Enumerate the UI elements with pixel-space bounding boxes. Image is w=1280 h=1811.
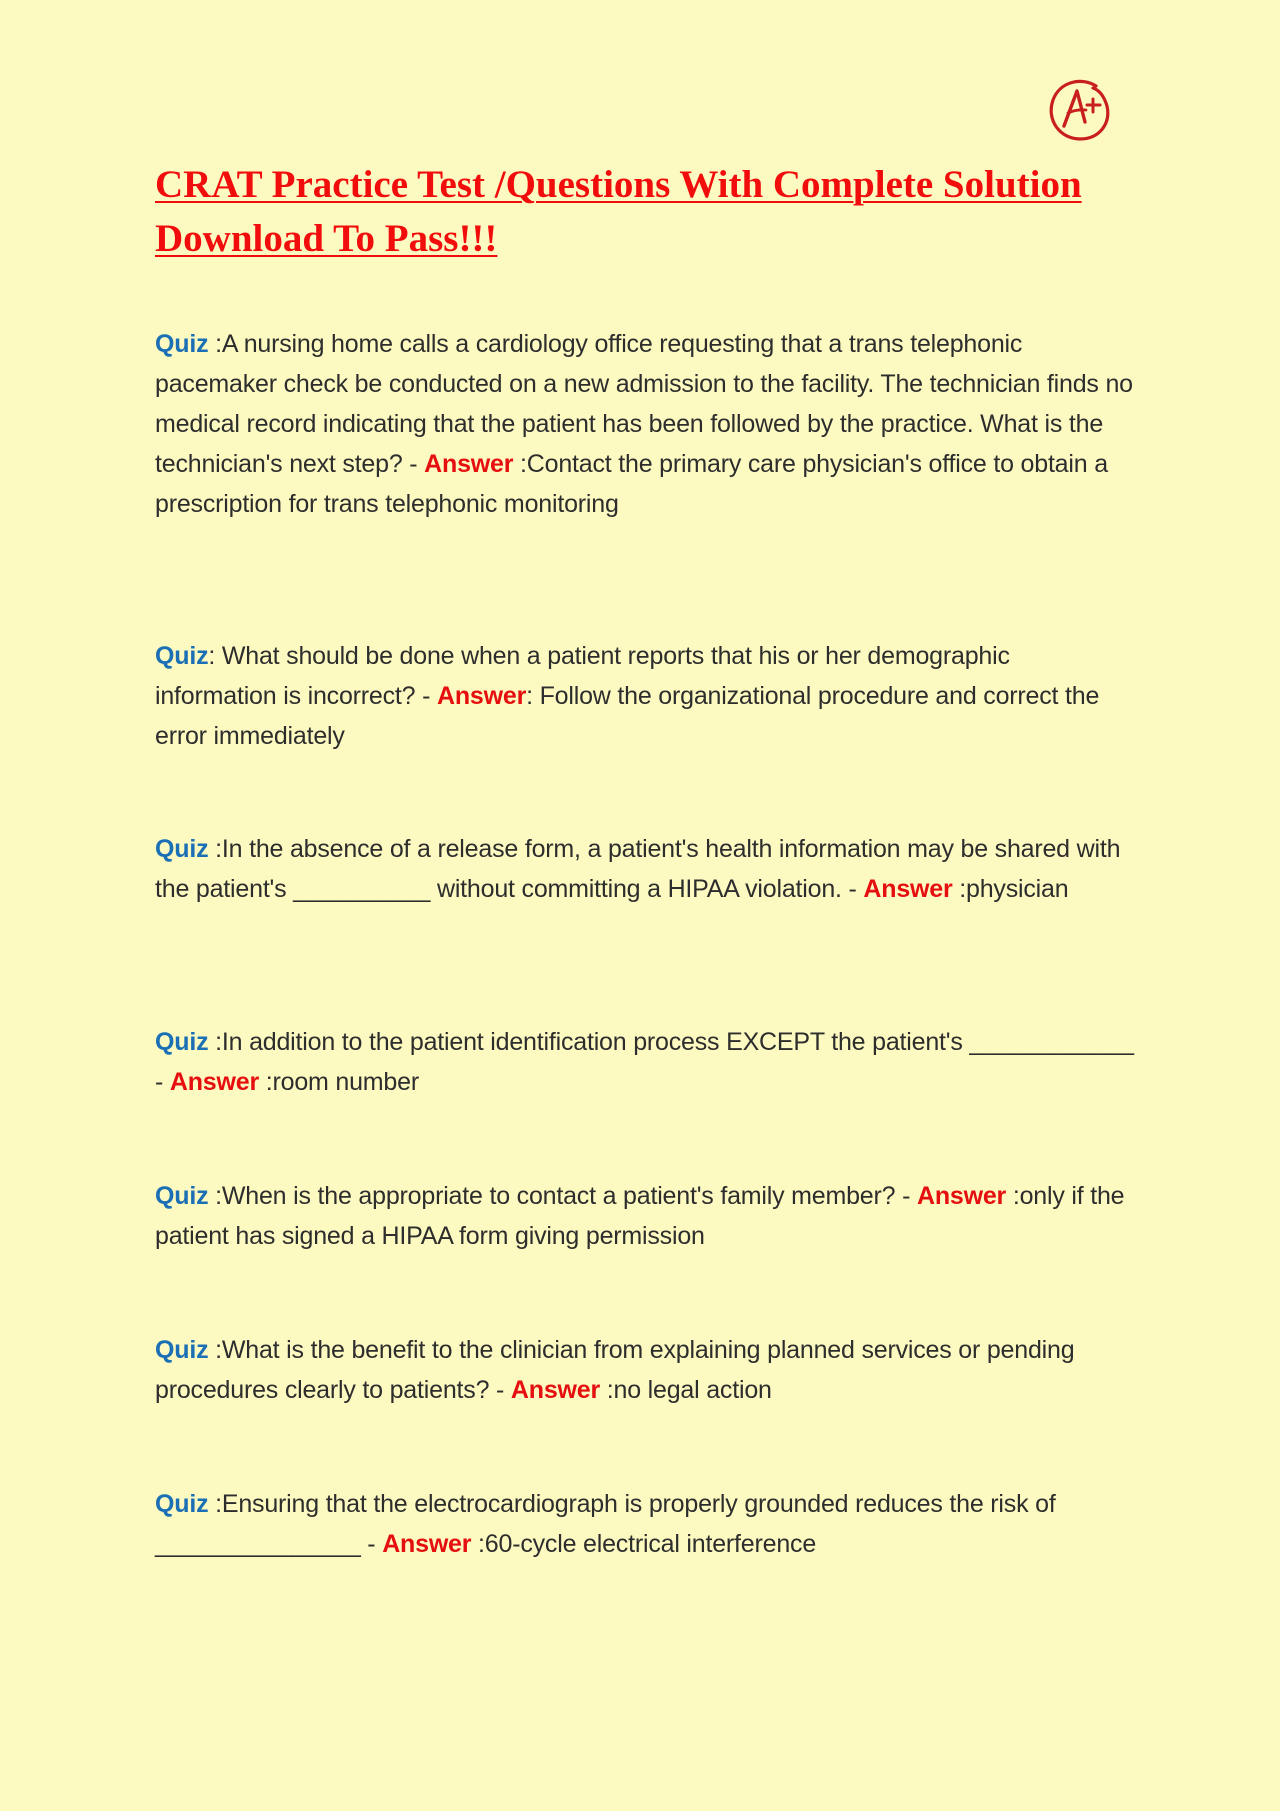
answer-label: Answer — [169, 1068, 259, 1096]
answer-label: Answer — [863, 875, 953, 903]
quiz-separator: : — [208, 330, 222, 358]
answer-separator: : — [258, 1068, 273, 1096]
answer-text: Follow the organizational procedure and correct the error immediately — [155, 682, 1100, 750]
quiz-separator: : — [208, 1028, 222, 1056]
quiz-item — [155, 1330, 1135, 1410]
quiz-separator: : — [208, 835, 222, 863]
answer-separator: : — [952, 875, 967, 903]
quiz-separator: : — [208, 642, 222, 670]
answer-text: no legal action — [613, 1376, 772, 1404]
quiz-question: When is the appropriate to contact a patient's family member? - — [221, 1182, 911, 1210]
quiz-separator: : — [208, 1490, 222, 1518]
answer-label: Answer — [382, 1530, 472, 1558]
answer-label: Answer — [510, 1376, 600, 1404]
quiz-item — [155, 829, 1135, 909]
quiz-item — [155, 1484, 1135, 1564]
quiz-item — [155, 1176, 1135, 1256]
quiz-question: What should be done when a patient reports that his or her demographic information is incorrect? - — [155, 642, 1010, 710]
answer-text: room number — [272, 1068, 419, 1096]
document-title: CRAT Practice Test /Questions With Complete Solution Download To Pass!!! — [155, 163, 1082, 260]
quiz-question: A nursing home calls a cardiology office requesting that a trans telephonic pacemaker check be conducted on a new admission to the facility. The technician finds no medical record indicating that the patient has been followed by the practice. What is the technician's next step? - — [155, 330, 1133, 478]
answer-text: only if the patient has signed a HIPAA form giving permission — [155, 1182, 1125, 1250]
answer-text: 60-cycle electrical interference — [484, 1530, 817, 1558]
answer-separator: : — [471, 1530, 485, 1558]
quiz-label: Quiz — [155, 330, 209, 358]
quiz-label: Quiz — [155, 1028, 209, 1056]
quiz-label: Quiz — [155, 642, 209, 670]
answer-label: Answer — [437, 682, 527, 710]
quiz-item — [155, 324, 1135, 524]
answer-label: Answer — [424, 450, 514, 478]
quiz-separator: : — [208, 1336, 222, 1364]
quiz-question: In addition to the patient identification process EXCEPT the patient's ____________ - — [155, 1028, 1134, 1096]
quiz-item — [155, 636, 1135, 756]
answer-text: Contact the primary care physician's office to obtain a prescription for trans telephonic monitoring — [155, 450, 1108, 518]
answer-label: Answer — [916, 1182, 1007, 1210]
quiz-label: Quiz — [155, 1182, 209, 1210]
quiz-label: Quiz — [155, 835, 209, 863]
answer-text: physician — [966, 875, 1069, 903]
quiz-label: Quiz — [155, 1490, 209, 1518]
quiz-label: Quiz — [155, 1336, 209, 1364]
quiz-question: Ensuring that the electrocardiograph is properly grounded reduces the risk of _______________ - — [155, 1490, 1056, 1558]
answer-separator: : — [1006, 1182, 1020, 1210]
answer-separator: : — [526, 682, 540, 710]
quiz-question: In the absence of a release form, a patient's health information may be shared with the patient's __________ without committing a HIPAA violation. - — [155, 835, 1121, 903]
answer-separator: : — [600, 1376, 614, 1404]
quiz-item — [155, 1022, 1135, 1102]
quiz-question: What is the benefit to the clinician from explaining planned services or pending procedures clearly to patients? - — [155, 1336, 1075, 1404]
quiz-separator: : — [208, 1182, 222, 1210]
grade-a-plus-badge — [1046, 76, 1114, 144]
answer-separator: : — [513, 450, 527, 478]
